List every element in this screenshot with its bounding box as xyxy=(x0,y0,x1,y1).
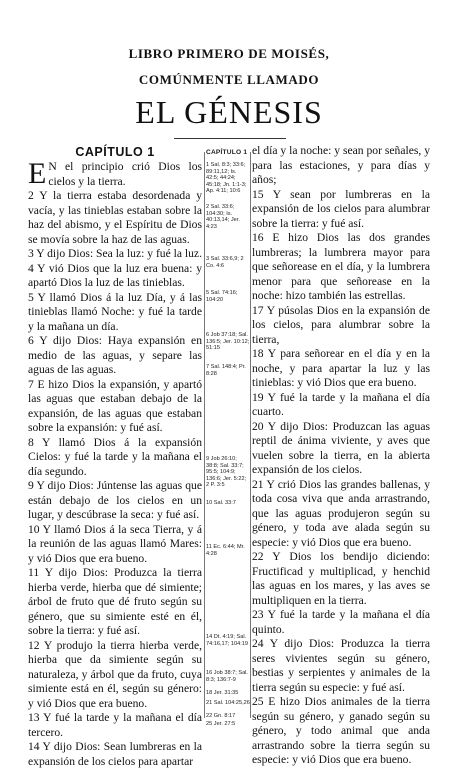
cross-reference: 2 Sal. 33:6; 104:30; Is. 40:13,14; Jer. 4:23 xyxy=(206,204,240,230)
column-rule-right xyxy=(250,152,251,718)
drop-cap: E xyxy=(28,157,47,190)
cross-reference: 10 Sal. 33:7 xyxy=(206,500,236,506)
cross-reference: 21 Sal. 104:25,26 xyxy=(206,700,250,706)
verse: 14 Y dijo Dios: Sean lumbreras en la expansión de los cielos para apartar xyxy=(28,740,202,768)
verse: 4 Y vió Dios que la luz era buena: y apartó Dios la luz de las tinieblas. xyxy=(28,261,202,289)
cross-reference: 5 Sal. 74:16; 104:20 xyxy=(206,290,238,303)
verse: 3 Y dijo Dios: Sea la luz: y fué la luz. xyxy=(28,247,202,260)
verse: 12 Y produjo la tierra hierba verde, hierba que da simiente según su naturaleza, y árbol que da fruto, cuya simiente está en él, según su género: y vió Dios que era bueno. xyxy=(28,638,202,710)
verse: 17 Y púsolas Dios en la expansión de los cielos, para alumbrar sobre la tierra, xyxy=(252,303,430,346)
cross-reference: 6 Job 37:18; Sal. 136:5; Jer. 10:12; 51:15 xyxy=(206,332,250,352)
verse: 13 Y fué la tarde y la mañana el día tercero. xyxy=(28,711,202,739)
verse: 15 Y sean por lumbreras en la expansión de los cielos para alumbrar sobre la tierra: y fué así. xyxy=(252,187,430,230)
verse: 9 Y dijo Dios: Júntense las aguas que están debajo de los cielos en un lugar, y descúbrase la seca: y fué así. xyxy=(28,479,202,521)
verse: 23 Y fué la tarde y la mañana el día quinto. xyxy=(252,608,430,636)
book-title: EL GÉNESIS xyxy=(135,94,323,130)
verse: 18 Y para señorear en el día y en la noche, y para apartar la luz y las tinieblas: y vió Dios que era bueno. xyxy=(252,347,430,389)
left-text-column xyxy=(28,144,202,769)
verse-text: N el principio crió Dios los cielos y la tierra. xyxy=(48,160,202,188)
chapter-heading: CAPÍTULO 1 xyxy=(75,145,155,159)
verse: 25 E hizo Dios animales de la tierra según su género, y ganado según su género, y todo animal que anda arrastrando sobre la tierra según su especie: y vió Dios que era bueno. xyxy=(252,695,430,766)
verse: 21 Y crió Dios las grandes ballenas, y toda cosa viva que anda arrastrando, que las aguas produjeron según su género, y toda ave alada según su especie: y vió Dios que era bueno. xyxy=(252,477,430,549)
verse xyxy=(28,157,202,190)
cross-reference: 9 Job 26:10; 38:8; Sal. 33:7; 95:5; 104:9; 136:6; Jer. 5:22; 2 P. 3:5 xyxy=(206,456,247,489)
verse: 6 Y dijo Dios: Haya expansión en medio de las aguas, y separe las aguas de las aguas. xyxy=(28,334,202,376)
verse: 8 Y llamó Dios á la expansión Cielos: y fué la tarde y la mañana el día segundo. xyxy=(28,435,202,478)
cross-reference: 22 Gn. 8:17 xyxy=(206,713,236,719)
cross-reference-heading: CAPÍTULO 1 xyxy=(206,149,248,156)
right-text-column xyxy=(252,144,430,768)
cross-reference: 18 Jer. 31:35 xyxy=(206,690,239,696)
cross-reference: 7 Sal. 148:4; Pr. 8:28 xyxy=(206,364,246,377)
verse: 22 Y Dios los bendijo diciendo: Fructificad y multiplicad, y henchid las aguas en los mares, y las aves se multipliquen en la tierra. xyxy=(252,550,430,607)
book-heading-line-1: LIBRO PRIMERO DE MOISÉS, xyxy=(128,46,330,61)
column-rule-left xyxy=(204,152,205,718)
verse: el día y la noche: y sean por señales, y para las estaciones, y para días y años; xyxy=(252,144,430,186)
cross-reference: 14 Dt. 4:19; Sal. 74:16,17; 104:19 xyxy=(206,634,248,647)
cross-reference: 25 Jer. 27:5 xyxy=(206,721,236,727)
verse: 7 E hizo Dios la expansión, y apartó las aguas que estaban debajo de la expansión, de las aguas que estaban sobre la expansión: y fué así. xyxy=(28,377,202,434)
book-heading-line-2: COMÚNMENTE LLAMADO xyxy=(138,72,320,87)
verse: 5 Y llamó Dios á la luz Día, y á las tinieblas llamó Noche: y fué la tarde y la mañana un día. xyxy=(28,290,202,333)
verse: 2 Y la tierra estaba desordenada y vacía, y las tinieblas estaban sobre la haz del abismo, y el Espíritu de Dios se movía sobre la haz de las aguas. xyxy=(28,189,202,246)
cross-reference: 3 Sal. 33:6,9; 2 Co. 4:6 xyxy=(206,256,244,269)
cross-reference: 16 Job 38:7; Sal. 8:3; 136:7-9 xyxy=(206,670,248,683)
cross-reference: 11 Ec. 6:44; Mr. 4:28 xyxy=(206,544,245,557)
verse: 16 E hizo Dios las dos grandes lumbreras; la lumbrera mayor para que señorease en el día, y la lumbrera menor para que señorease en la noche: hizo también las estrellas. xyxy=(252,231,430,302)
cross-reference: 1 Sal. 8:3; 33:6; 89:11,12; Is. 42:5; 44:24; 45:18; Jn. 1:1-3; Ap. 4:11; 10:6 xyxy=(206,162,247,195)
cross-reference-column xyxy=(206,149,250,727)
verse: 11 Y dijo Dios: Produzca la tierra hierba verde, hierba que dé simiente; árbol de fruto que dé fruto según su género, que su simiente esté en él, sobre la tierra: y fué así. xyxy=(28,566,202,637)
verse: 24 Y dijo Dios: Produzca la tierra seres vivientes según su género, bestias y serpientes y animales de la tierra según su especie: y fué así. xyxy=(252,637,430,694)
verse: 20 Y dijo Dios: Produzcan las aguas reptil de ánima viviente, y aves que vuelen sobre la tierra, en la abierta expansión de los cielos. xyxy=(252,419,430,476)
verse: 19 Y fué la tarde y la mañana el día cuarto. xyxy=(252,390,430,418)
verse: 10 Y llamó Dios á la seca Tierra, y á la reunión de las aguas llamó Mares: y vió Dios que era bueno. xyxy=(28,522,202,565)
title-divider xyxy=(174,138,286,139)
